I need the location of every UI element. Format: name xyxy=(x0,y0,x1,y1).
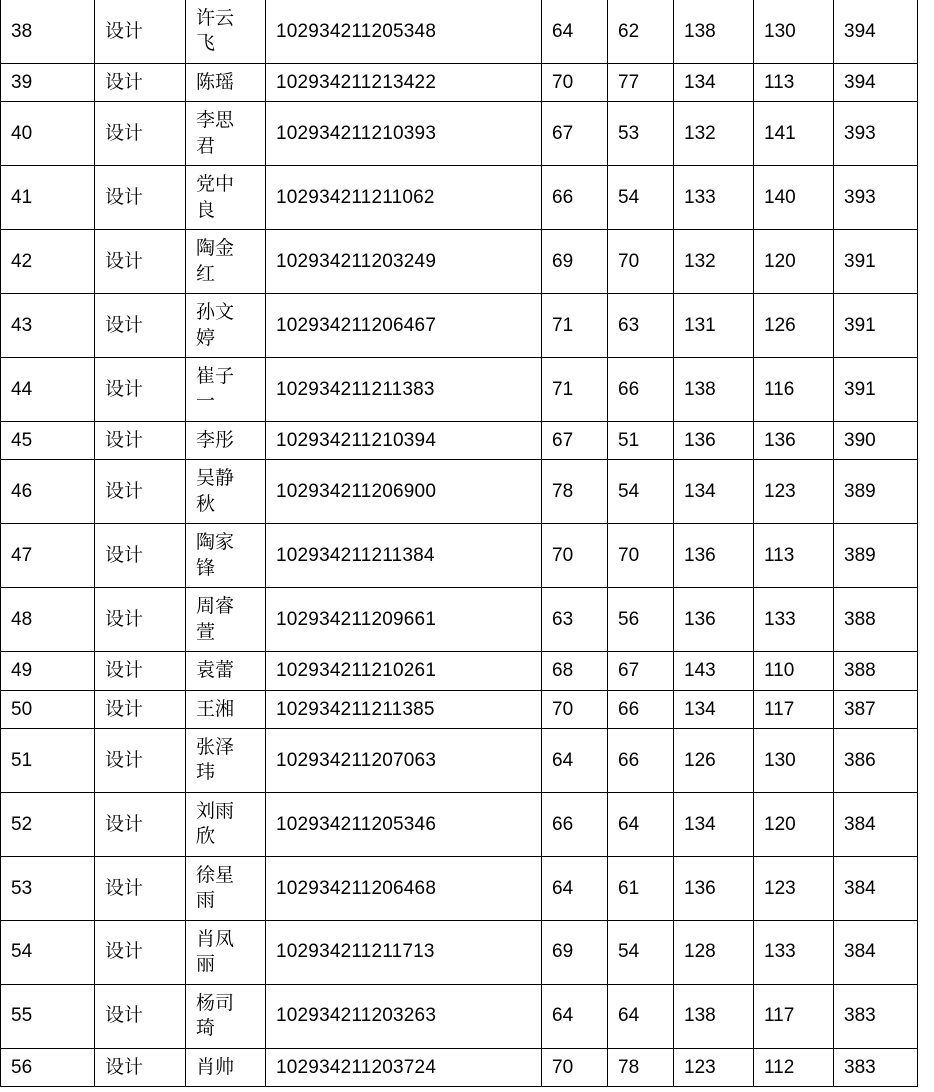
cell-major: 设计 xyxy=(95,230,186,294)
cell-exam-id: 102934211206467 xyxy=(266,294,542,358)
cell-exam-id: 102934211211062 xyxy=(266,166,542,230)
table-row xyxy=(1,728,918,792)
cell-score-1: 69 xyxy=(542,920,608,984)
cell-rank: 42 xyxy=(1,230,95,294)
cell-score-2: 51 xyxy=(608,421,674,459)
table-row xyxy=(1,856,918,920)
cell-total: 390 xyxy=(834,421,918,459)
cell-score-3: 136 xyxy=(674,856,754,920)
cell-major: 设计 xyxy=(95,63,186,101)
cell-rank: 44 xyxy=(1,357,95,421)
cell-exam-id: 102934211210394 xyxy=(266,421,542,459)
cell-score-2: 56 xyxy=(608,588,674,652)
cell-score-4: 117 xyxy=(754,984,834,1048)
cell-total: 391 xyxy=(834,230,918,294)
cell-score-4: 116 xyxy=(754,357,834,421)
cell-major: 设计 xyxy=(95,920,186,984)
cell-rank: 56 xyxy=(1,1048,95,1086)
cell-major: 设计 xyxy=(95,588,186,652)
cell-score-3: 132 xyxy=(674,102,754,166)
cell-score-1: 71 xyxy=(542,294,608,358)
cell-score-2: 64 xyxy=(608,792,674,856)
cell-score-1: 66 xyxy=(542,792,608,856)
table-row xyxy=(1,652,918,690)
cell-score-2: 67 xyxy=(608,652,674,690)
cell-name: 陶金红 xyxy=(186,230,266,294)
cell-score-3: 134 xyxy=(674,690,754,728)
cell-score-1: 63 xyxy=(542,588,608,652)
cell-total: 386 xyxy=(834,728,918,792)
cell-name: 肖帅 xyxy=(186,1048,266,1086)
cell-total: 393 xyxy=(834,102,918,166)
cell-rank: 55 xyxy=(1,984,95,1048)
cell-score-2: 77 xyxy=(608,63,674,101)
cell-rank: 54 xyxy=(1,920,95,984)
cell-score-2: 70 xyxy=(608,230,674,294)
cell-exam-id: 102934211210393 xyxy=(266,102,542,166)
cell-name: 崔子一 xyxy=(186,357,266,421)
cell-rank: 41 xyxy=(1,166,95,230)
cell-score-1: 71 xyxy=(542,357,608,421)
cell-total: 391 xyxy=(834,357,918,421)
cell-score-3: 138 xyxy=(674,357,754,421)
cell-exam-id: 102934211206468 xyxy=(266,856,542,920)
cell-score-4: 133 xyxy=(754,920,834,984)
cell-score-4: 117 xyxy=(754,690,834,728)
cell-score-4: 133 xyxy=(754,588,834,652)
table-row xyxy=(1,690,918,728)
cell-exam-id: 102934211211383 xyxy=(266,357,542,421)
cell-score-2: 53 xyxy=(608,102,674,166)
table-row xyxy=(1,63,918,101)
cell-name: 陈瑶 xyxy=(186,63,266,101)
cell-major: 设计 xyxy=(95,294,186,358)
cell-major: 设计 xyxy=(95,357,186,421)
cell-name: 张泽玮 xyxy=(186,728,266,792)
cell-score-1: 70 xyxy=(542,1048,608,1086)
cell-score-3: 136 xyxy=(674,524,754,588)
cell-total: 391 xyxy=(834,294,918,358)
cell-score-3: 143 xyxy=(674,652,754,690)
cell-score-3: 138 xyxy=(674,984,754,1048)
cell-major: 设计 xyxy=(95,421,186,459)
cell-rank: 46 xyxy=(1,460,95,524)
cell-score-4: 113 xyxy=(754,524,834,588)
cell-major: 设计 xyxy=(95,524,186,588)
cell-major: 设计 xyxy=(95,166,186,230)
cell-score-1: 70 xyxy=(542,690,608,728)
table-row xyxy=(1,230,918,294)
cell-name: 许云飞 xyxy=(186,0,266,63)
cell-exam-id: 102934211213422 xyxy=(266,63,542,101)
table-row xyxy=(1,421,918,459)
cell-rank: 45 xyxy=(1,421,95,459)
cell-exam-id: 102934211205348 xyxy=(266,0,542,63)
cell-score-4: 141 xyxy=(754,102,834,166)
cell-exam-id: 102934211205346 xyxy=(266,792,542,856)
cell-score-2: 63 xyxy=(608,294,674,358)
cell-total: 384 xyxy=(834,856,918,920)
cell-name: 杨司琦 xyxy=(186,984,266,1048)
cell-score-4: 123 xyxy=(754,856,834,920)
cell-total: 383 xyxy=(834,1048,918,1086)
cell-score-1: 78 xyxy=(542,460,608,524)
cell-score-2: 54 xyxy=(608,920,674,984)
cell-total: 394 xyxy=(834,63,918,101)
cell-name: 肖凤丽 xyxy=(186,920,266,984)
cell-name: 刘雨欣 xyxy=(186,792,266,856)
cell-name: 李思君 xyxy=(186,102,266,166)
cell-name: 陶家锋 xyxy=(186,524,266,588)
table-row xyxy=(1,294,918,358)
cell-score-3: 134 xyxy=(674,792,754,856)
cell-major: 设计 xyxy=(95,792,186,856)
cell-score-1: 64 xyxy=(542,856,608,920)
cell-major: 设计 xyxy=(95,690,186,728)
cell-exam-id: 102934211206900 xyxy=(266,460,542,524)
cell-score-1: 67 xyxy=(542,421,608,459)
cell-score-1: 70 xyxy=(542,524,608,588)
cell-score-2: 66 xyxy=(608,690,674,728)
cell-exam-id: 102934211203249 xyxy=(266,230,542,294)
table-row xyxy=(1,357,918,421)
cell-total: 388 xyxy=(834,652,918,690)
cell-score-2: 64 xyxy=(608,984,674,1048)
cell-score-1: 67 xyxy=(542,102,608,166)
cell-score-1: 68 xyxy=(542,652,608,690)
cell-score-1: 64 xyxy=(542,728,608,792)
cell-score-4: 120 xyxy=(754,792,834,856)
cell-score-3: 128 xyxy=(674,920,754,984)
cell-rank: 50 xyxy=(1,690,95,728)
table-row xyxy=(1,166,918,230)
cell-score-1: 66 xyxy=(542,166,608,230)
cell-major: 设计 xyxy=(95,652,186,690)
cell-score-2: 70 xyxy=(608,524,674,588)
cell-score-2: 54 xyxy=(608,166,674,230)
table-row xyxy=(1,920,918,984)
cell-rank: 48 xyxy=(1,588,95,652)
cell-score-3: 123 xyxy=(674,1048,754,1086)
cell-rank: 47 xyxy=(1,524,95,588)
table-row xyxy=(1,0,918,63)
cell-score-2: 62 xyxy=(608,0,674,63)
cell-score-3: 134 xyxy=(674,63,754,101)
cell-score-2: 78 xyxy=(608,1048,674,1086)
cell-name: 王湘 xyxy=(186,690,266,728)
cell-rank: 40 xyxy=(1,102,95,166)
cell-exam-id: 102934211210261 xyxy=(266,652,542,690)
cell-total: 387 xyxy=(834,690,918,728)
cell-score-3: 136 xyxy=(674,588,754,652)
cell-score-4: 130 xyxy=(754,0,834,63)
cell-score-3: 126 xyxy=(674,728,754,792)
cell-name: 徐星雨 xyxy=(186,856,266,920)
table-row xyxy=(1,1048,918,1086)
cell-score-4: 113 xyxy=(754,63,834,101)
cell-score-3: 133 xyxy=(674,166,754,230)
cell-score-2: 66 xyxy=(608,357,674,421)
cell-exam-id: 102934211203724 xyxy=(266,1048,542,1086)
cell-total: 388 xyxy=(834,588,918,652)
cell-score-4: 123 xyxy=(754,460,834,524)
cell-major: 设计 xyxy=(95,984,186,1048)
cell-score-3: 138 xyxy=(674,0,754,63)
cell-score-1: 69 xyxy=(542,230,608,294)
cell-score-3: 132 xyxy=(674,230,754,294)
cell-total: 394 xyxy=(834,0,918,63)
cell-major: 设计 xyxy=(95,728,186,792)
cell-score-4: 120 xyxy=(754,230,834,294)
cell-score-3: 131 xyxy=(674,294,754,358)
table-row xyxy=(1,588,918,652)
cell-name: 李彤 xyxy=(186,421,266,459)
cell-major: 设计 xyxy=(95,1048,186,1086)
cell-exam-id: 102934211211385 xyxy=(266,690,542,728)
cell-major: 设计 xyxy=(95,856,186,920)
table-row xyxy=(1,524,918,588)
cell-score-3: 134 xyxy=(674,460,754,524)
table-row xyxy=(1,984,918,1048)
cell-score-2: 61 xyxy=(608,856,674,920)
cell-score-4: 130 xyxy=(754,728,834,792)
table-row xyxy=(1,792,918,856)
table-row xyxy=(1,102,918,166)
cell-score-4: 110 xyxy=(754,652,834,690)
cell-total: 389 xyxy=(834,524,918,588)
cell-score-2: 54 xyxy=(608,460,674,524)
cell-name: 党中良 xyxy=(186,166,266,230)
cell-score-2: 66 xyxy=(608,728,674,792)
cell-exam-id: 102934211203263 xyxy=(266,984,542,1048)
cell-total: 384 xyxy=(834,920,918,984)
cell-name: 吴静秋 xyxy=(186,460,266,524)
cell-score-4: 140 xyxy=(754,166,834,230)
cell-rank: 39 xyxy=(1,63,95,101)
cell-score-1: 64 xyxy=(542,984,608,1048)
cell-exam-id: 102934211211384 xyxy=(266,524,542,588)
cell-exam-id: 102934211209661 xyxy=(266,588,542,652)
cell-rank: 38 xyxy=(1,0,95,63)
cell-score-1: 70 xyxy=(542,63,608,101)
table-row xyxy=(1,460,918,524)
cell-name: 袁蕾 xyxy=(186,652,266,690)
cell-major: 设计 xyxy=(95,460,186,524)
cell-rank: 43 xyxy=(1,294,95,358)
cell-score-4: 136 xyxy=(754,421,834,459)
cell-total: 389 xyxy=(834,460,918,524)
cell-major: 设计 xyxy=(95,0,186,63)
cell-exam-id: 102934211211713 xyxy=(266,920,542,984)
cell-total: 384 xyxy=(834,792,918,856)
cell-rank: 53 xyxy=(1,856,95,920)
cell-total: 393 xyxy=(834,166,918,230)
cell-rank: 49 xyxy=(1,652,95,690)
cell-exam-id: 102934211207063 xyxy=(266,728,542,792)
cell-name: 孙文婷 xyxy=(186,294,266,358)
cell-rank: 51 xyxy=(1,728,95,792)
score-table-body xyxy=(1,0,918,1086)
cell-score-4: 126 xyxy=(754,294,834,358)
cell-name: 周睿萱 xyxy=(186,588,266,652)
cell-major: 设计 xyxy=(95,102,186,166)
cell-score-3: 136 xyxy=(674,421,754,459)
cell-score-1: 64 xyxy=(542,0,608,63)
cell-score-4: 112 xyxy=(754,1048,834,1086)
cell-total: 383 xyxy=(834,984,918,1048)
cell-rank: 52 xyxy=(1,792,95,856)
